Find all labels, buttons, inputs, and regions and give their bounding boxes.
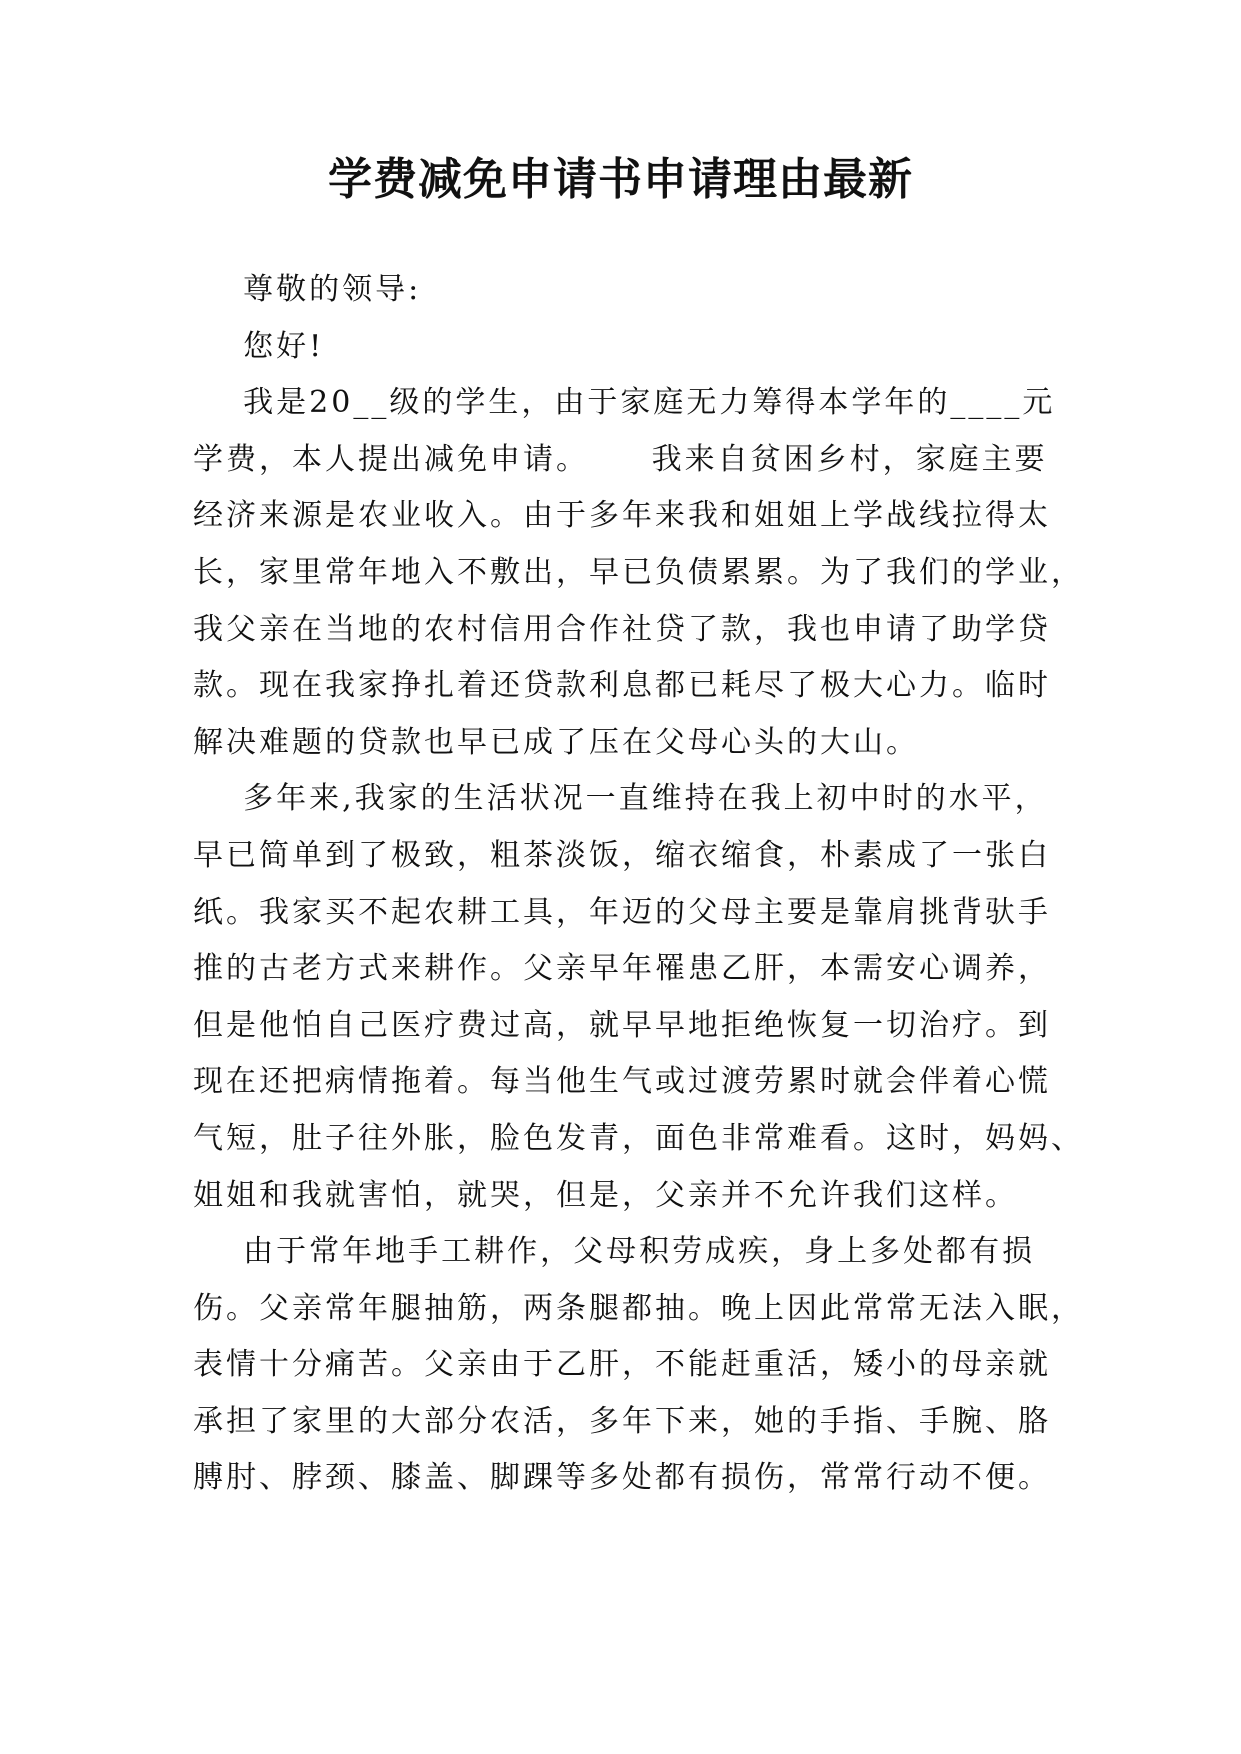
text-line: 纸。我家买不起农耕工具，年迈的父母主要是靠肩挑背驮手 xyxy=(193,894,1051,930)
text-line: 气短，肚子往外胀，脸色发青，面色非常难看。这时，妈妈、 xyxy=(193,1120,1084,1156)
text-line: 解决难题的贷款也早已成了压在父母心头的大山。 xyxy=(193,724,919,760)
text-line: 姐姐和我就害怕，就哭，但是，父亲并不允许我们这样。 xyxy=(193,1177,1018,1213)
document-title: 学费减免申请书申请理由最新 xyxy=(328,154,913,205)
text-line: 经济来源是农业收入。由于多年来我和姐姐上学战线拉得太 xyxy=(193,498,1051,534)
greeting-line: 您好! xyxy=(193,328,325,364)
text-line: 但是他怕自己医疗费过高，就早早地拒绝恢复一切治疗。到 xyxy=(193,1007,1051,1043)
text-line: 我父亲在当地的农村信用合作社贷了款，我也申请了助学贷 xyxy=(193,611,1051,647)
text-line: 表情十分痛苦。父亲由于乙肝，不能赶重活，矮小的母亲就 xyxy=(193,1347,1051,1383)
text-line: 学费，本人提出减免申请。 我来自贫困乡村，家庭主要 xyxy=(193,441,1048,477)
text-line: 伤。父亲常年腿抽筋，两条腿都抽。晚上因此常常无法入眠， xyxy=(193,1290,1084,1326)
text-line: 长，家里常年地入不敷出，早已负债累累。为了我们的学业， xyxy=(193,554,1084,590)
text-line: 款。现在我家挣扎着还贷款利息都已耗尽了极大心力。临时 xyxy=(193,668,1051,704)
text-line: 现在还把病情拖着。每当他生气或过渡劳累时就会伴着心慌 xyxy=(193,1064,1051,1100)
text-line: 推的古老方式来耕作。父亲早年罹患乙肝，本需安心调养， xyxy=(193,951,1051,987)
salutation-line: 尊敬的领导: xyxy=(193,272,422,307)
text-line: 多年来,我家的生活状况一直维持在我上初中时的水平， xyxy=(193,781,1048,817)
text-line: 由于常年地手工耕作，父母积劳成疾，身上多处都有损 xyxy=(193,1234,1036,1270)
text-line: 承担了家里的大部分农活，多年下来，她的手指、手腕、胳 xyxy=(193,1403,1051,1439)
text-line: 早已简单到了极致，粗茶淡饭，缩衣缩食，朴素成了一张白 xyxy=(193,837,1051,873)
text-line: 膊肘、脖颈、膝盖、脚踝等多处都有损伤，常常行动不便。 xyxy=(193,1460,1051,1496)
document-body xyxy=(193,262,1084,1507)
text-line: 我是20__级的学生，由于家庭无力筹得本学年的____元 xyxy=(193,385,1056,421)
